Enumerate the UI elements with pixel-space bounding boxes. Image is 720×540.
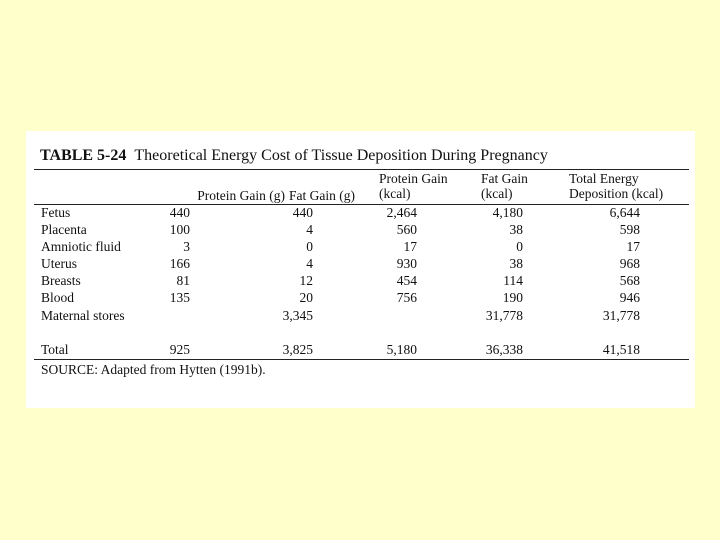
table-panel	[26, 131, 695, 408]
table-row: Amniotic fluid 3 0 17 0 17	[41, 239, 640, 254]
header-fat-gain-g: Fat Gain (g)	[289, 188, 355, 203]
table-title-text: Theoretical Energy Cost of Tissue Deposition During Pregnancy	[134, 147, 548, 164]
title-rule	[34, 169, 689, 170]
table-number: TABLE 5-24	[40, 147, 127, 164]
table-row: Uterus 166 4 930 38 968	[41, 256, 640, 271]
header-total-energy: Total Energy Deposition (kcal)	[569, 171, 664, 201]
table-row: Maternal stores 3,345 31,778 31,778	[41, 308, 640, 323]
header-fat-gain-kcal: Fat Gain (kcal)	[481, 171, 528, 201]
table-row: Blood 135 20 756 190 946	[41, 290, 640, 305]
table-row: Fetus 440 440 2,464 4,180 6,644	[41, 205, 640, 220]
source-note: SOURCE: Adapted from Hytten (1991b).	[41, 362, 266, 377]
total-row: Total 925 3,825 5,180 36,338 41,518	[41, 342, 640, 357]
header-protein-gain-kcal: Protein Gain (kcal)	[379, 171, 448, 201]
table-row: Breasts 81 12 454 114 568	[41, 273, 640, 288]
table-row: Placenta 100 4 560 38 598	[41, 222, 640, 237]
bottom-rule	[34, 359, 689, 360]
header-protein-gain-g: Protein Gain (g)	[197, 188, 285, 203]
table-title	[40, 147, 548, 165]
